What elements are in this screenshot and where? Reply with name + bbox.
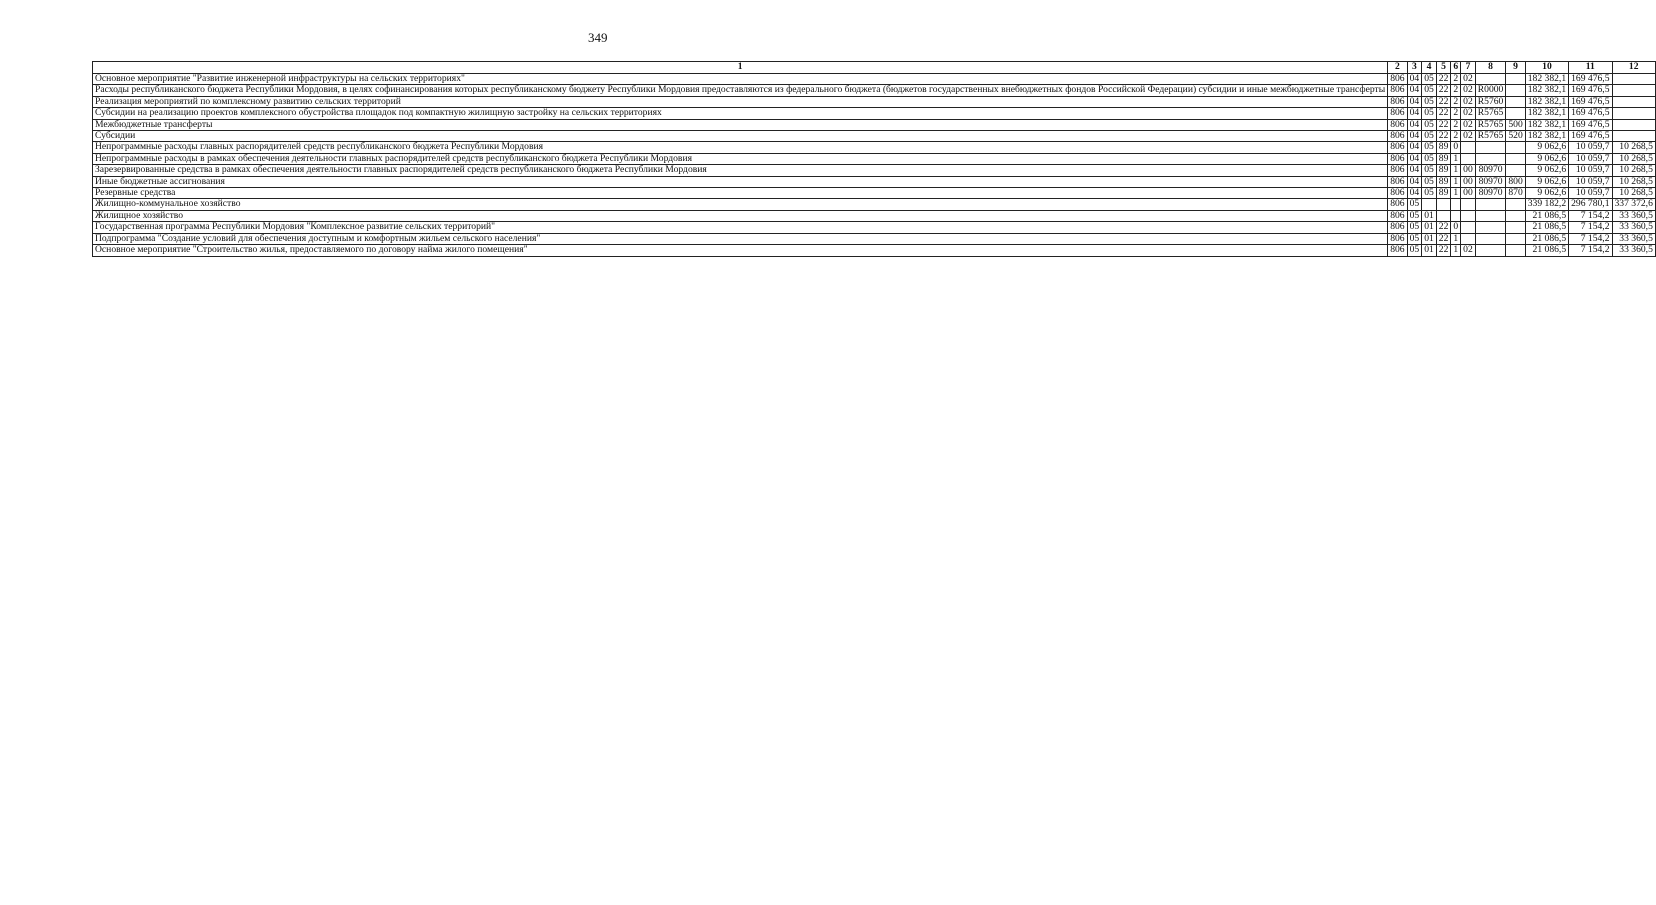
- header-row: [93, 62, 1656, 74]
- table-cell: 169 476,5: [1569, 96, 1612, 107]
- table-cell: 05: [1422, 119, 1437, 130]
- table-cell: 182 382,1: [1525, 108, 1568, 119]
- table-cell: 05: [1422, 142, 1437, 153]
- table-cell: 337 372,6: [1612, 199, 1655, 210]
- table-cell: 9 062,6: [1525, 142, 1568, 153]
- table-cell: 9 062,6: [1525, 165, 1568, 176]
- table-cell: 04: [1407, 131, 1422, 142]
- table-cell: 89: [1436, 188, 1451, 199]
- column-header: 5: [1436, 62, 1451, 74]
- table-cell: 05: [1422, 108, 1437, 119]
- table-cell: 05: [1407, 233, 1422, 244]
- table-cell: 04: [1407, 153, 1422, 164]
- table-cell: 2: [1451, 131, 1461, 142]
- table-cell: 04: [1407, 96, 1422, 107]
- table-cell: [1506, 210, 1525, 221]
- table-cell: 02: [1461, 85, 1476, 96]
- table-cell: [1612, 108, 1655, 119]
- table-cell: 02: [1461, 131, 1476, 142]
- table-cell: 05: [1422, 188, 1437, 199]
- row-name-cell: Жилищное хозяйство: [93, 210, 1388, 221]
- table-cell: [1506, 165, 1525, 176]
- table-cell: 169 476,5: [1569, 131, 1612, 142]
- table-cell: R5765: [1475, 108, 1506, 119]
- table-cell: 1: [1451, 233, 1461, 244]
- row-name-cell: Расходы республиканского бюджета Республики Мордовия, в целях софинансирования которых республиканскому бюджету Республики Мордовия предоставляются из федерального бюджета (бюджетов государственных внебюджетных фондов Российской Федерации) субсидии и иные межбюджетные трансферты: [93, 85, 1388, 96]
- table-row: [93, 153, 1656, 164]
- table-cell: [1461, 199, 1476, 210]
- column-header: 8: [1475, 62, 1506, 74]
- table-cell: 89: [1436, 153, 1451, 164]
- table-cell: 02: [1461, 96, 1476, 107]
- table-row: [93, 108, 1656, 119]
- table-cell: [1451, 199, 1461, 210]
- table-cell: 04: [1407, 165, 1422, 176]
- table-cell: [1612, 119, 1655, 130]
- table-cell: 169 476,5: [1569, 74, 1612, 85]
- table-cell: 04: [1407, 108, 1422, 119]
- table-cell: 7 154,2: [1569, 233, 1612, 244]
- table-cell: 7 154,2: [1569, 222, 1612, 233]
- table-cell: 806: [1388, 233, 1407, 244]
- table-cell: 04: [1407, 74, 1422, 85]
- table-cell: 10 268,5: [1612, 142, 1655, 153]
- table-cell: 04: [1407, 188, 1422, 199]
- table-cell: 80970: [1475, 176, 1506, 187]
- table-cell: [1475, 245, 1506, 256]
- row-name-cell: Реализация мероприятий по комплексному развитию сельских территорий: [93, 96, 1388, 107]
- table-cell: 05: [1422, 96, 1437, 107]
- row-name-cell: Субсидии: [93, 131, 1388, 142]
- table-cell: 33 360,5: [1612, 233, 1655, 244]
- table-cell: [1451, 210, 1461, 221]
- table-row: [93, 165, 1656, 176]
- budget-table: [92, 61, 1656, 257]
- table-cell: [1506, 233, 1525, 244]
- table-cell: [1506, 199, 1525, 210]
- table-cell: [1506, 153, 1525, 164]
- row-name-cell: Межбюджетные трансферты: [93, 119, 1388, 130]
- table-row: [93, 176, 1656, 187]
- table-cell: [1436, 210, 1451, 221]
- table-cell: [1461, 153, 1476, 164]
- table-body: [93, 74, 1656, 257]
- table-row: [93, 85, 1656, 96]
- table-row: [93, 199, 1656, 210]
- table-cell: 2: [1451, 74, 1461, 85]
- table-cell: 04: [1407, 176, 1422, 187]
- table-cell: [1506, 142, 1525, 153]
- column-header: 1: [93, 62, 1388, 74]
- row-name-cell: Зарезервированные средства в рамках обеспечения деятельности главных распорядителей средств республиканского бюджета Республики Мордовия: [93, 165, 1388, 176]
- row-name-cell: Основное мероприятие "Строительство жилья, предоставляемого по договору найма жилого помещения": [93, 245, 1388, 256]
- row-name-cell: Субсидии на реализацию проектов комплексного обустройства площадок под компактную жилищную застройку на сельских территориях: [93, 108, 1388, 119]
- table-cell: 22: [1436, 119, 1451, 130]
- table-cell: 339 182,2: [1525, 199, 1568, 210]
- table-cell: 806: [1388, 108, 1407, 119]
- table-cell: 22: [1436, 74, 1451, 85]
- table-cell: 10 059,7: [1569, 153, 1612, 164]
- table-cell: 22: [1436, 131, 1451, 142]
- table-row: [93, 233, 1656, 244]
- table-cell: 00: [1461, 188, 1476, 199]
- table-cell: 806: [1388, 131, 1407, 142]
- table-cell: 21 086,5: [1525, 233, 1568, 244]
- table-cell: 1: [1451, 176, 1461, 187]
- table-cell: 806: [1388, 165, 1407, 176]
- table-cell: 05: [1422, 131, 1437, 142]
- table-cell: 182 382,1: [1525, 85, 1568, 96]
- table-row: [93, 210, 1656, 221]
- table-cell: 33 360,5: [1612, 245, 1655, 256]
- table-cell: 00: [1461, 176, 1476, 187]
- table-cell: 7 154,2: [1569, 245, 1612, 256]
- column-header: 10: [1525, 62, 1568, 74]
- table-cell: 05: [1422, 153, 1437, 164]
- row-name-cell: Непрограммные расходы в рамках обеспечения деятельности главных распорядителей средств республиканского бюджета Республики Мордовия: [93, 153, 1388, 164]
- table-cell: R0000: [1475, 85, 1506, 96]
- row-name-cell: Непрограммные расходы главных распорядителей средств республиканского бюджета Республики Мордовия: [93, 142, 1388, 153]
- table-cell: [1461, 222, 1476, 233]
- table-cell: [1506, 74, 1525, 85]
- table-cell: 80970: [1475, 165, 1506, 176]
- row-name-cell: Основное мероприятие "Развитие инженерной инфраструктуры на сельских территориях": [93, 74, 1388, 85]
- table-cell: 22: [1436, 108, 1451, 119]
- table-cell: 01: [1422, 222, 1437, 233]
- table-row: [93, 119, 1656, 130]
- table-cell: [1475, 233, 1506, 244]
- table-cell: 05: [1407, 210, 1422, 221]
- table-cell: [1436, 199, 1451, 210]
- column-header: 3: [1407, 62, 1422, 74]
- table-cell: 10 059,7: [1569, 165, 1612, 176]
- table-cell: 870: [1506, 188, 1525, 199]
- table-cell: 02: [1461, 245, 1476, 256]
- table-cell: [1612, 96, 1655, 107]
- table-cell: 22: [1436, 96, 1451, 107]
- table-cell: [1506, 108, 1525, 119]
- column-header: 4: [1422, 62, 1437, 74]
- table-cell: 182 382,1: [1525, 119, 1568, 130]
- table-cell: [1612, 131, 1655, 142]
- row-name-cell: Подпрограмма "Создание условий для обеспечения доступным и комфортным жильем сельского населения": [93, 233, 1388, 244]
- table-cell: R5760: [1475, 96, 1506, 107]
- table-cell: 01: [1422, 245, 1437, 256]
- table-row: [93, 96, 1656, 107]
- table-cell: [1612, 85, 1655, 96]
- table-cell: 296 780,1: [1569, 199, 1612, 210]
- table-cell: 89: [1436, 165, 1451, 176]
- table-cell: [1461, 233, 1476, 244]
- table-cell: 169 476,5: [1569, 119, 1612, 130]
- table-cell: 806: [1388, 119, 1407, 130]
- table-cell: 21 086,5: [1525, 222, 1568, 233]
- page-number: 349: [588, 30, 608, 45]
- column-header: 2: [1388, 62, 1407, 74]
- table-cell: 9 062,6: [1525, 153, 1568, 164]
- table-cell: 33 360,5: [1612, 222, 1655, 233]
- table-row: [93, 131, 1656, 142]
- table-cell: 500: [1506, 119, 1525, 130]
- table-cell: 182 382,1: [1525, 96, 1568, 107]
- table-cell: 10 268,5: [1612, 188, 1655, 199]
- table-cell: 05: [1407, 245, 1422, 256]
- table-cell: 00: [1461, 165, 1476, 176]
- table-cell: 89: [1436, 142, 1451, 153]
- table-cell: 2: [1451, 96, 1461, 107]
- table-cell: 806: [1388, 188, 1407, 199]
- table-cell: 1: [1451, 165, 1461, 176]
- table-cell: 806: [1388, 96, 1407, 107]
- table-cell: 10 268,5: [1612, 153, 1655, 164]
- table-cell: [1475, 142, 1506, 153]
- table-cell: 05: [1422, 176, 1437, 187]
- table-cell: 1: [1451, 188, 1461, 199]
- table-cell: 806: [1388, 176, 1407, 187]
- table-cell: 21 086,5: [1525, 210, 1568, 221]
- table-cell: [1506, 85, 1525, 96]
- column-header: 7: [1461, 62, 1476, 74]
- table-cell: 182 382,1: [1525, 131, 1568, 142]
- table-row: [93, 245, 1656, 256]
- table-cell: [1461, 210, 1476, 221]
- table-cell: 806: [1388, 222, 1407, 233]
- table-cell: 22: [1436, 233, 1451, 244]
- table-cell: 22: [1436, 85, 1451, 96]
- table-cell: R5765: [1475, 119, 1506, 130]
- table-cell: 0: [1451, 142, 1461, 153]
- table-cell: 1: [1451, 153, 1461, 164]
- table-cell: 05: [1422, 165, 1437, 176]
- table-cell: [1506, 96, 1525, 107]
- table-cell: [1506, 222, 1525, 233]
- column-header: 12: [1612, 62, 1655, 74]
- table-cell: 04: [1407, 142, 1422, 153]
- table-cell: 10 059,7: [1569, 142, 1612, 153]
- table-cell: 05: [1422, 85, 1437, 96]
- row-name-cell: Государственная программа Республики Мордовия "Комплексное развитие сельских территорий": [93, 222, 1388, 233]
- table-cell: 89: [1436, 176, 1451, 187]
- table-cell: 800: [1506, 176, 1525, 187]
- table-cell: 520: [1506, 131, 1525, 142]
- table-cell: [1475, 210, 1506, 221]
- table-row: [93, 142, 1656, 153]
- table-cell: 806: [1388, 74, 1407, 85]
- table-cell: [1475, 222, 1506, 233]
- table-cell: 02: [1461, 74, 1476, 85]
- table-row: [93, 222, 1656, 233]
- table-cell: [1475, 153, 1506, 164]
- table-cell: 2: [1451, 108, 1461, 119]
- table-cell: 21 086,5: [1525, 245, 1568, 256]
- table-cell: 0: [1451, 222, 1461, 233]
- column-header: 6: [1451, 62, 1461, 74]
- table-row: [93, 188, 1656, 199]
- table-cell: 169 476,5: [1569, 85, 1612, 96]
- table-cell: [1422, 199, 1437, 210]
- row-name-cell: Иные бюджетные ассигнования: [93, 176, 1388, 187]
- row-name-cell: Резервные средства: [93, 188, 1388, 199]
- table-cell: 806: [1388, 210, 1407, 221]
- table-cell: 01: [1422, 210, 1437, 221]
- table-cell: [1506, 245, 1525, 256]
- table-cell: [1461, 142, 1476, 153]
- table-cell: 22: [1436, 222, 1451, 233]
- table-row: [93, 74, 1656, 85]
- table-cell: 80970: [1475, 188, 1506, 199]
- table-cell: 33 360,5: [1612, 210, 1655, 221]
- table-cell: 2: [1451, 119, 1461, 130]
- table-cell: 02: [1461, 119, 1476, 130]
- table-cell: 10 268,5: [1612, 176, 1655, 187]
- table-cell: 05: [1407, 222, 1422, 233]
- table-cell: R5765: [1475, 131, 1506, 142]
- table-cell: 05: [1407, 199, 1422, 210]
- table-cell: 01: [1422, 233, 1437, 244]
- table-cell: 9 062,6: [1525, 188, 1568, 199]
- column-header: 11: [1569, 62, 1612, 74]
- table-cell: 806: [1388, 245, 1407, 256]
- table-cell: 1: [1451, 245, 1461, 256]
- table-cell: 169 476,5: [1569, 108, 1612, 119]
- table-cell: 10 268,5: [1612, 165, 1655, 176]
- table-cell: 806: [1388, 153, 1407, 164]
- table-cell: 806: [1388, 142, 1407, 153]
- table-cell: [1612, 74, 1655, 85]
- column-header: 9: [1506, 62, 1525, 74]
- table-cell: 9 062,6: [1525, 176, 1568, 187]
- table-cell: 10 059,7: [1569, 188, 1612, 199]
- table-cell: 182 382,1: [1525, 74, 1568, 85]
- table-cell: 05: [1422, 74, 1437, 85]
- table-cell: [1475, 74, 1506, 85]
- table-cell: 02: [1461, 108, 1476, 119]
- table-cell: 2: [1451, 85, 1461, 96]
- table-cell: 806: [1388, 199, 1407, 210]
- table-cell: 04: [1407, 119, 1422, 130]
- row-name-cell: Жилищно-коммунальное хозяйство: [93, 199, 1388, 210]
- table-cell: 04: [1407, 85, 1422, 96]
- table-cell: 10 059,7: [1569, 176, 1612, 187]
- table-cell: 7 154,2: [1569, 210, 1612, 221]
- table-cell: 806: [1388, 85, 1407, 96]
- table-cell: [1475, 199, 1506, 210]
- table-cell: 22: [1436, 245, 1451, 256]
